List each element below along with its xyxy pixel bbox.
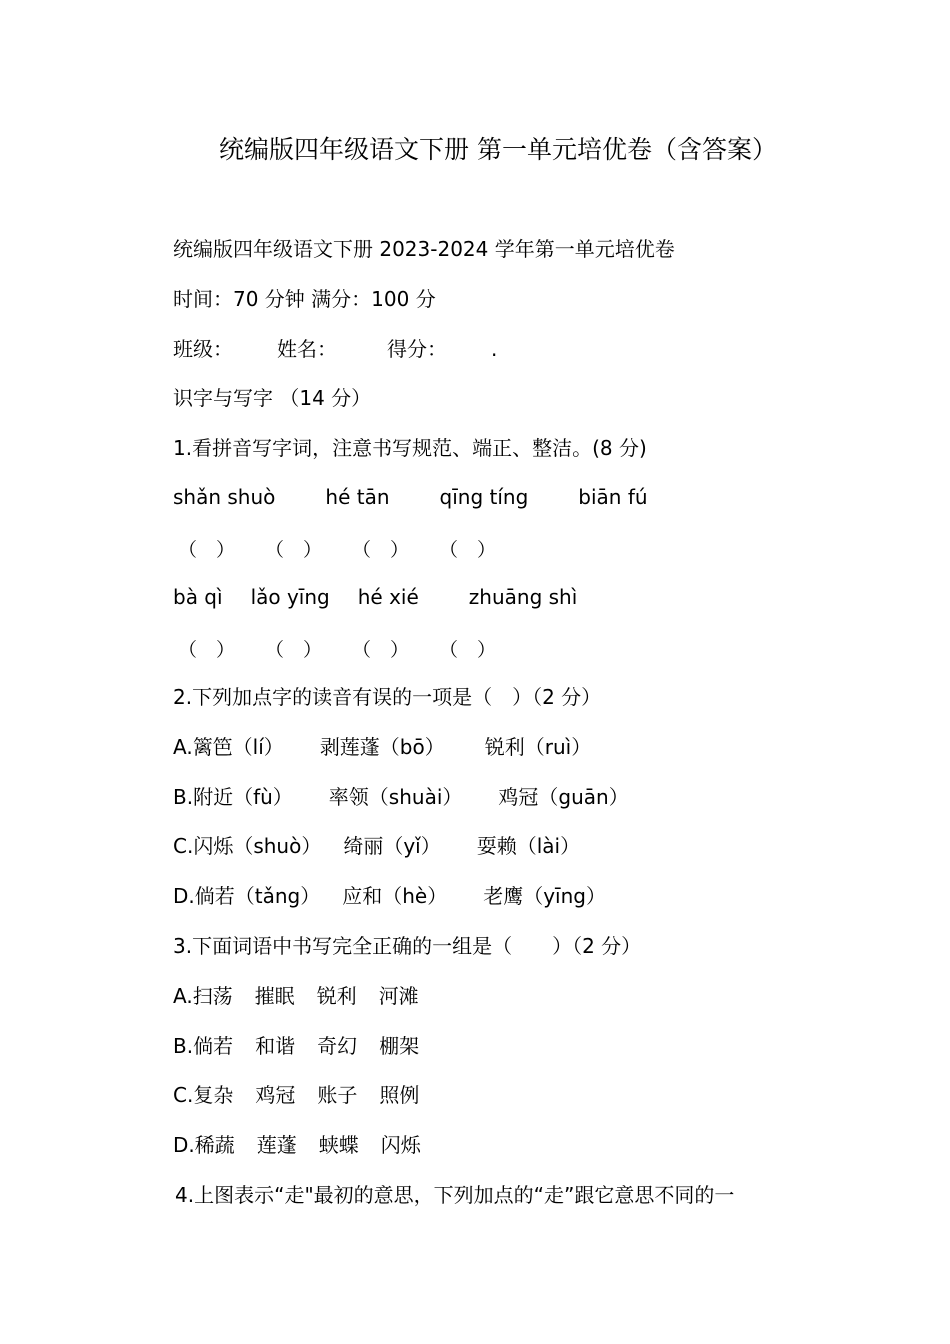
option-part: D.倘若（tǎng） (173, 884, 321, 908)
answer-blank: （ ） (178, 639, 236, 661)
word: D.稀蔬 (173, 1133, 235, 1157)
option-part: 应和（hè） (342, 884, 448, 908)
question-2-option-c (173, 831, 580, 861)
question-2-option-a (173, 732, 591, 762)
answer-blank: （ ） (439, 539, 497, 561)
pinyin-item: lǎo yīng (250, 585, 330, 609)
question-3-option-a (173, 981, 419, 1011)
word: 鸡冠 (255, 1083, 296, 1107)
section-heading: 识字与写字 （14 分） (173, 386, 372, 410)
option-part: 绮丽（yǐ） (343, 834, 441, 858)
time-score-line: 时间：70 分钟 满分：100 分 (173, 287, 436, 311)
option-part: 老鹰（yīng） (483, 884, 606, 908)
option-part: A.篱笆（lí） (173, 735, 284, 759)
word: 奇幻 (317, 1034, 358, 1058)
question-2-stem: 2.下列加点字的读音有误的一项是（ ）（2 分） (173, 685, 602, 709)
answer-blank: （ ） (265, 639, 323, 661)
option-part: 锐利（ruì） (484, 735, 592, 759)
question-3-option-b (173, 1031, 419, 1061)
class-label: 班级： (173, 337, 233, 361)
pinyin-item: hé tān (325, 485, 390, 509)
question-3-option-d (173, 1130, 421, 1160)
word: 和谐 (255, 1034, 296, 1058)
question-2-option-d (173, 881, 606, 911)
question-4-stem: 4.上图表示“走"最初的意思，下列加点的“走”跟它意思不同的一 (175, 1183, 735, 1207)
pinyin-item: qīng tíng (439, 485, 529, 509)
score-end: . (491, 337, 498, 361)
exam-subtitle: 统编版四年级语文下册 2023-2024 学年第一单元培优卷 (173, 237, 675, 261)
word: B.倘若 (173, 1034, 234, 1058)
word: 棚架 (379, 1034, 420, 1058)
option-part: 剥莲蓬（bō） (319, 735, 445, 759)
answer-blanks-row-2 (178, 634, 496, 665)
option-part: 率领（shuài） (328, 785, 463, 809)
option-part: 耍赖（lài） (476, 834, 581, 858)
question-1-stem: 1.看拼音写字词，注意书写规范、端正、整洁。(8 分) (173, 436, 647, 460)
option-part: B.附近（fù） (173, 785, 293, 809)
answer-blank: （ ） (352, 639, 410, 661)
pinyin-item: zhuāng shì (468, 585, 578, 609)
word: 蛱蝶 (318, 1133, 359, 1157)
word: A.扫荡 (173, 984, 233, 1008)
word: 河滩 (378, 984, 419, 1008)
pinyin-row-1 (173, 482, 648, 512)
word: 照例 (379, 1083, 420, 1107)
student-info-line (173, 334, 497, 364)
pinyin-item: hé xié (357, 585, 419, 609)
option-part: 鸡冠（guān） (498, 785, 629, 809)
pinyin-item: shǎn shuò (173, 485, 276, 509)
answer-blank: （ ） (178, 539, 236, 561)
document-title: 统编版四年级语文下册 第一单元培优卷（含答案） (219, 135, 777, 164)
answer-blank: （ ） (439, 639, 497, 661)
word: 莲蓬 (256, 1133, 297, 1157)
answer-blanks-row-1 (178, 534, 496, 565)
answer-blank: （ ） (265, 539, 323, 561)
name-label: 姓名： (277, 337, 337, 361)
pinyin-row-2 (173, 582, 577, 612)
pinyin-item: bà qì (173, 585, 223, 609)
question-3-option-c (173, 1080, 419, 1110)
word: 闪烁 (380, 1133, 421, 1157)
answer-blank: （ ） (352, 539, 410, 561)
question-2-option-b (173, 782, 629, 812)
word: C.复杂 (173, 1083, 234, 1107)
pinyin-item: biān fú (578, 485, 648, 509)
score-label: 得分： (387, 337, 447, 361)
question-3-stem: 3.下面词语中书写完全正确的一组是（ ）（2 分） (173, 934, 642, 958)
word: 摧眠 (254, 984, 295, 1008)
option-part: C.闪烁（shuò） (173, 834, 322, 858)
word: 锐利 (316, 984, 357, 1008)
word: 账子 (317, 1083, 358, 1107)
